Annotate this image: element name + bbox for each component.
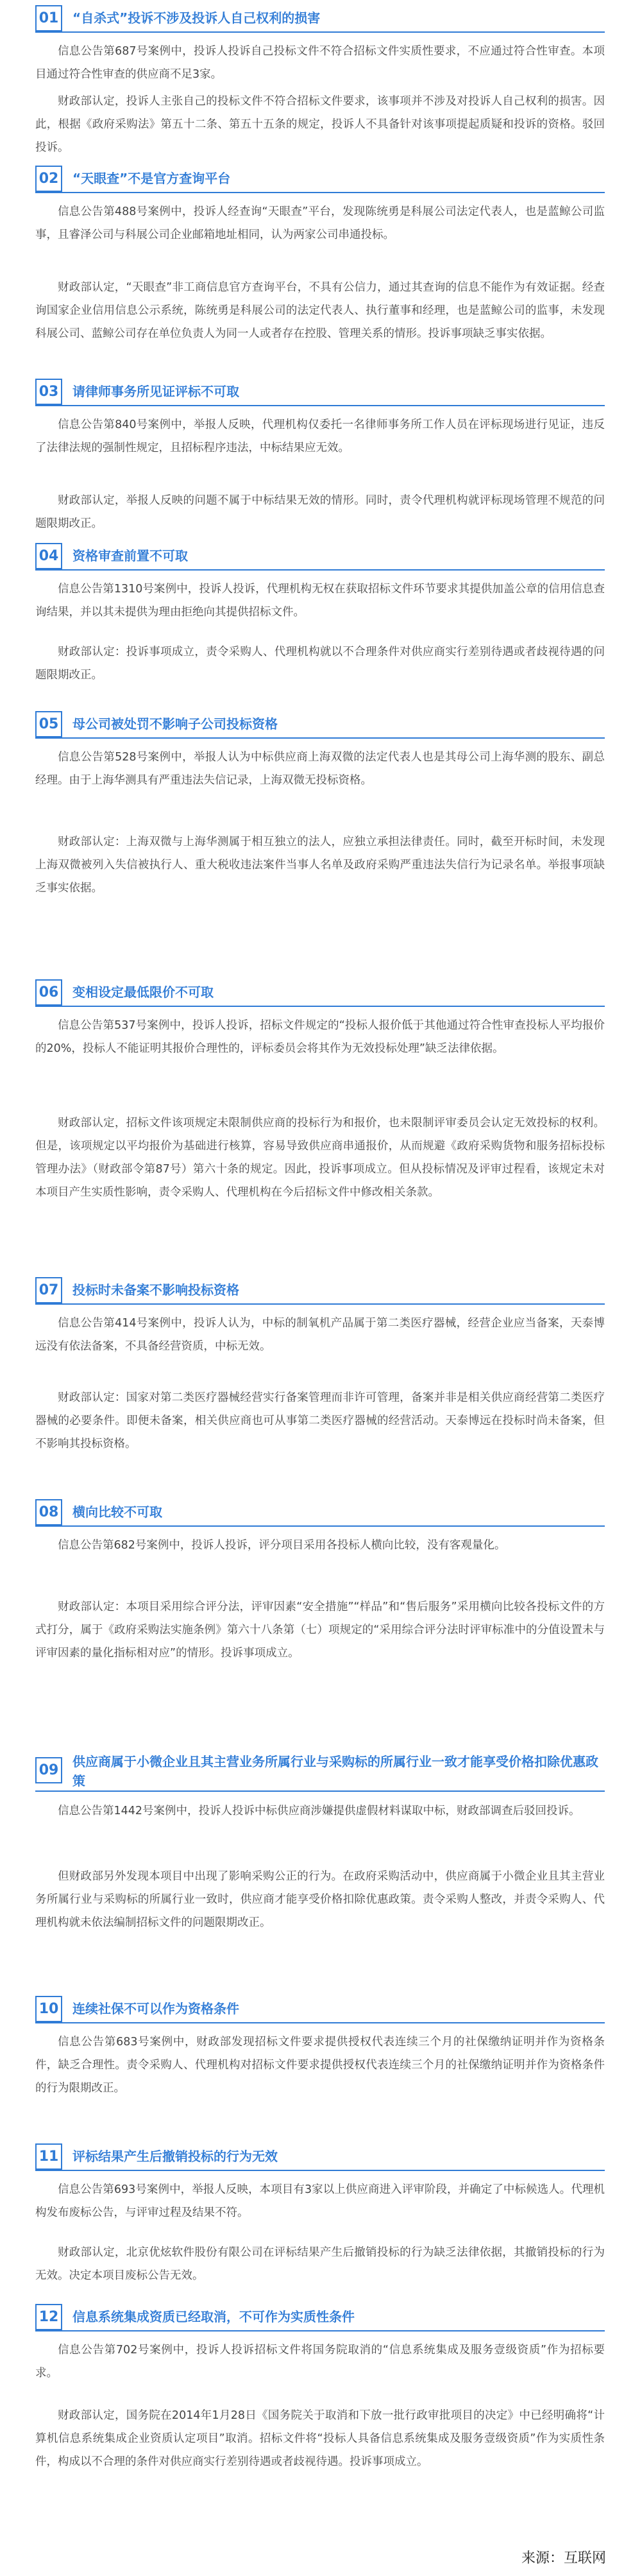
- paragraph: 信息公告第488号案例中，投诉人经查询“天眼查”平台，发现陈统勇是科展公司法定代表人，也是蓝鲸公司监事，且睿泽公司与科展公司企业邮箱地址相同，认为两家公司串通投标。: [35, 205, 605, 241]
- paragraph: 信息公告第528号案例中，举报人认为中标供应商上海双微的法定代表人也是其母公司上海华测的股东、副总经理。由于上海华测具有严重违法失信记录，上海双微无投标资格。: [35, 751, 605, 787]
- paragraph: 信息公告第840号案例中，举报人反映，代理机构仅委托一名律师事务所工作人员在评标现场进行见证，违反了法律法规的强制性规定，且招标程序违法，中标结果应无效。: [35, 418, 605, 454]
- section-number: 08: [35, 1499, 62, 1525]
- section-number: 07: [35, 1277, 62, 1303]
- section-number: 11: [35, 2143, 62, 2170]
- section-header: [35, 711, 605, 739]
- section-header: [35, 1996, 605, 2023]
- paragraph: 财政部认定：上海双微与上海华测属于相互独立的法人，应独立承担法律责任。同时，截至开标时间，未发现上海双微被列入失信被执行人、重大税收违法案件当事人名单及政府采购严重违法失信行为记录名单。举报事项缺乏事实依据。: [35, 836, 605, 895]
- section-header: [35, 2304, 605, 2331]
- paragraph: 信息公告第1442号案例中，投诉人投诉中标供应商涉嫌提供虚假材料谋取中标，财政部调查后驳回投诉。: [58, 1805, 580, 1817]
- section-header: [35, 2143, 605, 2171]
- section-title: 横向比较不可取: [72, 1504, 162, 1520]
- paragraph: 但财政部另外发现本项目中出现了影响采购公正的行为。在政府采购活动中，供应商属于小微企业且其主营业务所属行业与采购标的所属行业一致时，供应商才能享受价格扣除优惠政策。责令采购人整改，并责令采购人、代理机构就未依法编制招标文件的问题限期改正。: [35, 1870, 605, 1929]
- section-header: [35, 1277, 605, 1305]
- paragraph: 财政部认定：本项目采用综合评分法，评审因素“安全措施”“样品”和“售后服务”采用横向比较各投标文件的方式打分，属于《政府采购法实施条例》第六十八条第（七）项规定的“采用综合评分法时评审标准中的分值设置未与评审因素的量化指标相对应”的情形。投诉事项成立。: [35, 1601, 605, 1660]
- section-number: 01: [35, 5, 62, 31]
- section-title: 连续社保不可以作为资格条件: [72, 2001, 239, 2016]
- section-header: [35, 379, 605, 406]
- section-title: 资格审查前置不可取: [72, 548, 188, 563]
- paragraph: 财政部认定，“天眼查”非工商信息官方查询平台，不具有公信力，通过其查询的信息不能作为有效证据。经查询国家企业信用信息公示系统，陈统勇是科展公司的法定代表人、执行董事和经理，也是蓝鲸公司的监事，未发现科展公司、蓝鲸公司存在单位负责人为同一人或者存在控股、管理关系的情形。投诉事项缺乏事实依据。: [35, 281, 605, 340]
- section-title: “自杀式”投诉不涉及投诉人自己权利的损害: [72, 10, 321, 26]
- section-header: [35, 979, 605, 1007]
- paragraph: 财政部认定：投诉事项成立，责令采购人、代理机构就以不合理条件对供应商实行差别待遇或者歧视待遇的问题限期改正。: [35, 646, 605, 682]
- section-title: 供应商属于小微企业且其主营业务所属行业与采购标的所属行业一致才能享受价格扣除优惠政策: [72, 1754, 598, 1789]
- paragraph: 财政部认定，国务院在2014年1月28日《国务院关于取消和下放一批行政审批项目的决定》中已经明确将“计算机信息系统集成企业资质认定项目”取消。招标文件将“投标人具备信息系统集成及服务壹级资质”作为实质性条件，构成以不合理的条件对供应商实行差别待遇或者歧视待遇。投诉事项成立。: [35, 2409, 605, 2468]
- paragraph: 财政部认定，投诉人主张自己的投标文件不符合招标文件要求，该事项并不涉及对投诉人自己权利的损害。因此，根据《政府采购法》第五十二条、第五十五条的规定，投诉人不具备针对该事项提起质疑和投诉的资格。驳回投诉。: [35, 95, 605, 154]
- paragraph: 信息公告第1310号案例中，投诉人投诉，代理机构无权在获取招标文件环节要求其提供加盖公章的信用信息查询结果，并以其未提供为理由拒绝向其提供招标文件。: [35, 583, 605, 619]
- paragraph: 信息公告第687号案例中，投诉人投诉自己投标文件不符合招标文件实质性要求，不应通过符合性审查。本项目通过符合性审查的供应商不足3家。: [35, 45, 605, 81]
- paragraph: 信息公告第537号案例中，投诉人投诉，招标文件规定的“投标人报价低于其他通过符合性审查投标人平均报价的20%，投标人不能证明其报价合理性的，评标委员会将其作为无效投标处理”缺乏法律依据。: [35, 1019, 605, 1055]
- paragraph: 财政部认定，北京优炫软件股份有限公司在评标结果产生后撤销投标的行为缺乏法律依据，其撤销投标的行为无效。决定本项目废标公告无效。: [35, 2246, 605, 2282]
- section-title: 变相设定最低限价不可取: [72, 984, 214, 1000]
- section-header: [35, 5, 605, 33]
- section-header: [35, 1751, 605, 1792]
- section-header: [35, 166, 605, 193]
- section-title: 评标结果产生后撤销投标的行为无效: [72, 2149, 278, 2164]
- section-number: 03: [35, 379, 62, 405]
- section-number: 06: [35, 979, 62, 1006]
- paragraph: 信息公告第414号案例中，投诉人认为，中标的制氧机产品属于第二类医疗器械，经营企业应当备案，天泰博远没有依法备案，不具备经营资质，中标无效。: [35, 1317, 605, 1353]
- paragraph: 财政部认定，招标文件该项规定未限制供应商的投标行为和报价，也未限制评审委员会认定无效投标的权利。但是，该项规定以平均报价为基础进行核算，容易导致供应商串通报价，从而规避《政府采购货物和服务招标投标管理办法》（财政部令第87号）第六十条的规定。因此，投诉事项成立。但从投标情况及评审过程看，该规定未对本项目产生实质性影响，责令采购人、代理机构在今后招标文件中修改相关条款。: [35, 1117, 605, 1199]
- paragraph: 信息公告第702号案例中，投诉人投诉招标文件将国务院取消的“信息系统集成及服务壹级资质”作为招标要求。: [35, 2344, 605, 2380]
- paragraph: 财政部认定，举报人反映的问题不属于中标结果无效的情形。同时，责令代理机构就评标现场管理不规范的问题限期改正。: [35, 494, 605, 530]
- section-title: 母公司被处罚不影响子公司投标资格: [72, 716, 278, 732]
- section-header: [35, 543, 605, 571]
- section-number: 12: [35, 2304, 62, 2330]
- source-credit: 来源：互联网: [521, 2550, 606, 2566]
- section-number: 02: [35, 166, 62, 192]
- section-header: [35, 1499, 605, 1527]
- section-title: 信息系统集成资质已经取消，不可作为实质性条件: [72, 2309, 355, 2324]
- section-number: 10: [35, 1996, 62, 2022]
- section-number: 09: [35, 1757, 62, 1783]
- section-title: 请律师事务所见证评标不可取: [72, 384, 239, 399]
- section-title: 投标时未备案不影响投标资格: [72, 1282, 239, 1298]
- paragraph: 信息公告第693号案例中，举报人反映，本项目有3家以上供应商进入评审阶段，并确定了中标候选人。代理机构发布废标公告，与评审过程及结果不符。: [35, 2183, 605, 2219]
- paragraph: 信息公告第682号案例中，投诉人投诉，评分项目采用各投标人横向比较，没有客观量化。: [58, 1539, 506, 1552]
- paragraph: 信息公告第683号案例中，财政部发现招标文件要求提供授权代表连续三个月的社保缴纳证明并作为资格条件，缺乏合理性。责令采购人、代理机构对招标文件要求提供授权代表连续三个月的社保缴纳证明并作为资格条件的行为限期改正。: [35, 2036, 605, 2095]
- section-number: 05: [35, 711, 62, 737]
- paragraph: 财政部认定：国家对第二类医疗器械经营实行备案管理而非许可管理，备案并非是相关供应商经营第二类医疗器械的必要条件。即便未备案，相关供应商也可从事第二类医疗器械的经营活动。天泰博远在投标时尚未备案，但不影响其投标资格。: [35, 1391, 605, 1450]
- section-number: 04: [35, 543, 62, 569]
- section-title: “天眼查”不是官方查询平台: [72, 171, 231, 186]
